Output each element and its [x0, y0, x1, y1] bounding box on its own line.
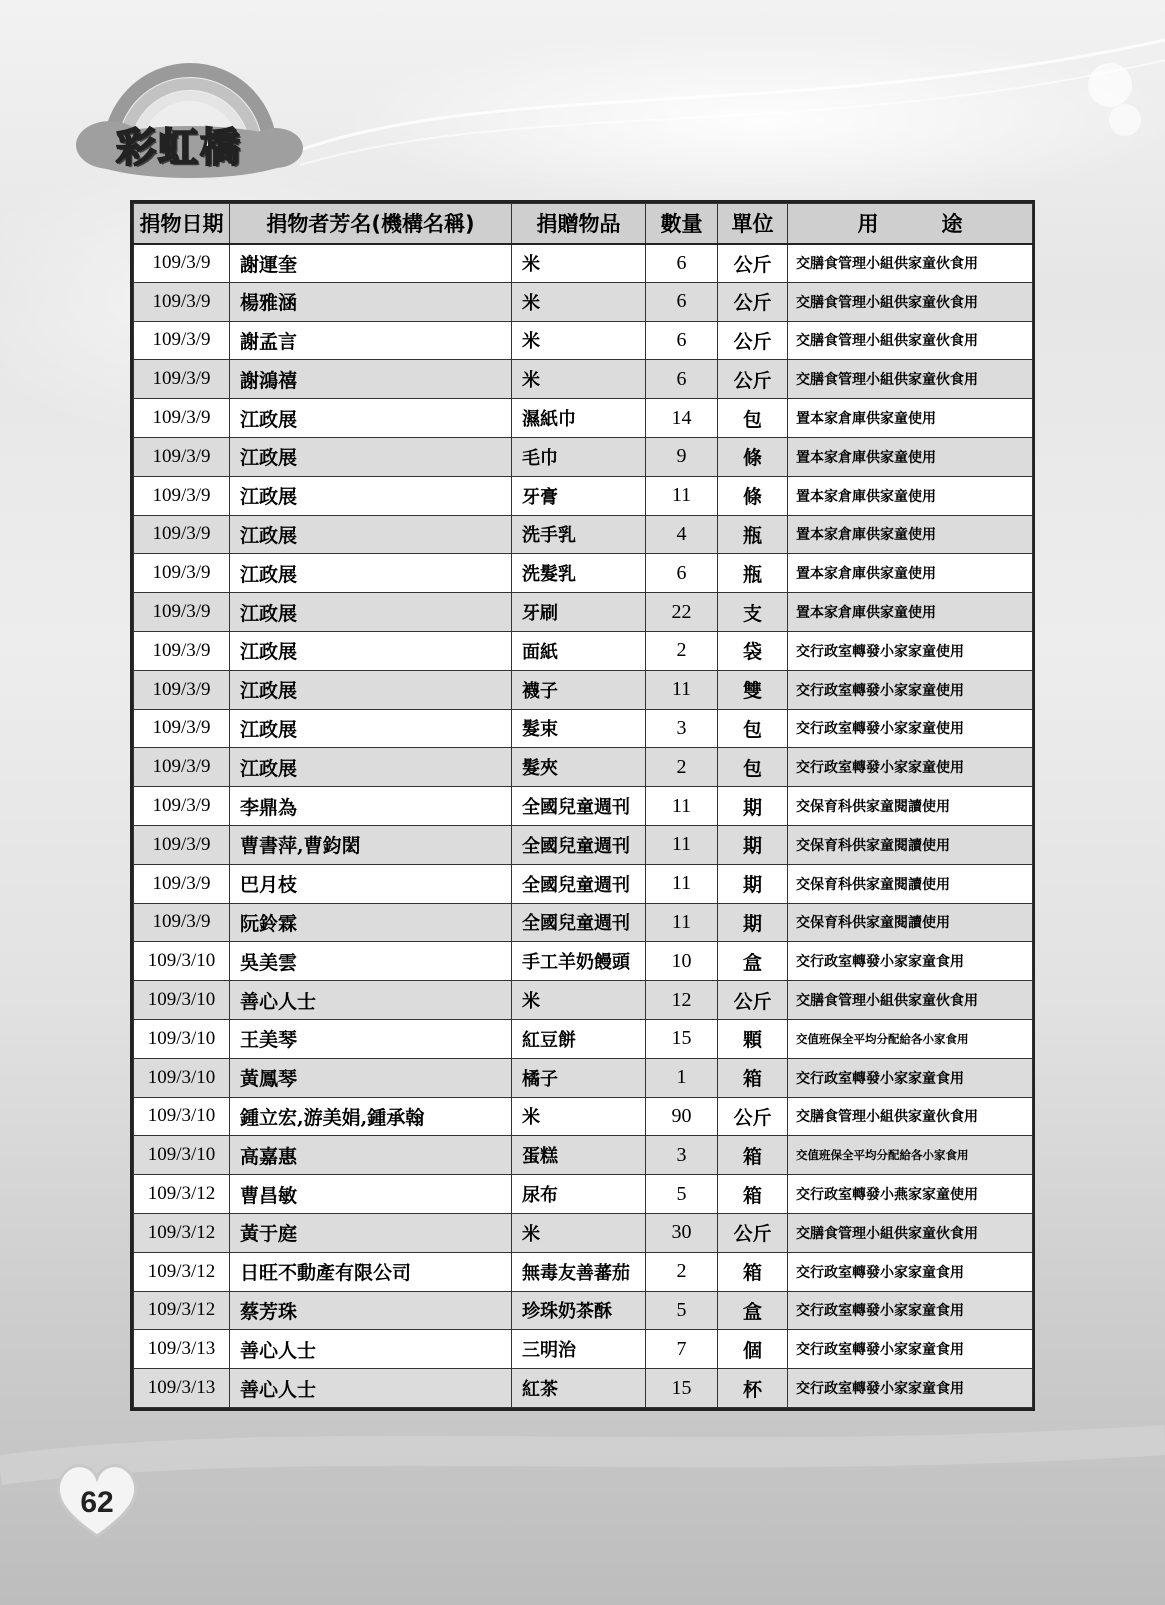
cell-quantity: 12 [646, 981, 718, 1020]
header-usage: 用 途 [788, 204, 1033, 244]
header-donor-name: 捐物者芳名(機構名稱) [230, 204, 512, 244]
cell-unit: 公斤 [718, 981, 788, 1020]
table-row [134, 1330, 1033, 1369]
cell-date: 109/3/9 [134, 670, 230, 709]
table-row [134, 321, 1033, 360]
header-date: 捐物日期 [134, 204, 230, 244]
cell-donor-name: 謝鴻禧 [230, 360, 512, 399]
cell-date: 109/3/13 [134, 1369, 230, 1408]
cell-date: 109/3/10 [134, 1136, 230, 1175]
cell-quantity: 7 [646, 1330, 718, 1369]
cell-donor-name: 善心人士 [230, 981, 512, 1020]
table-row [134, 399, 1033, 438]
cell-unit: 顆 [718, 1019, 788, 1058]
cell-item: 米 [512, 981, 646, 1020]
cell-item: 米 [512, 360, 646, 399]
cell-quantity: 90 [646, 1097, 718, 1136]
cell-date: 109/3/9 [134, 244, 230, 283]
cell-quantity: 22 [646, 593, 718, 632]
cell-usage: 交膳食管理小組供家童伙食用 [788, 282, 1033, 321]
cell-donor-name: 李鼎為 [230, 787, 512, 826]
table-header-row [134, 204, 1033, 244]
cell-donor-name: 鍾立宏,游美娟,鍾承翰 [230, 1097, 512, 1136]
cell-quantity: 4 [646, 515, 718, 554]
cell-usage: 交行政室轉發小家家童食用 [788, 1058, 1033, 1097]
cell-item: 全國兒童週刊 [512, 864, 646, 903]
table-row [134, 981, 1033, 1020]
cell-usage: 交膳食管理小組供家童伙食用 [788, 360, 1033, 399]
cell-usage: 交膳食管理小組供家童伙食用 [788, 244, 1033, 283]
table-row [134, 593, 1033, 632]
cell-usage: 交保育科供家童閱讀使用 [788, 825, 1033, 864]
cell-usage: 交膳食管理小組供家童伙食用 [788, 981, 1033, 1020]
cell-donor-name: 江政展 [230, 476, 512, 515]
cell-donor-name: 江政展 [230, 709, 512, 748]
cell-quantity: 3 [646, 709, 718, 748]
cell-usage: 交膳食管理小組供家童伙食用 [788, 1097, 1033, 1136]
header-unit: 單位 [718, 204, 788, 244]
table-row [134, 1291, 1033, 1330]
cell-date: 109/3/9 [134, 437, 230, 476]
cell-donor-name: 謝運奎 [230, 244, 512, 283]
cell-date: 109/3/9 [134, 554, 230, 593]
cell-quantity: 2 [646, 631, 718, 670]
cell-donor-name: 江政展 [230, 515, 512, 554]
cell-unit: 箱 [718, 1252, 788, 1291]
table-row [134, 942, 1033, 981]
cell-unit: 公斤 [718, 360, 788, 399]
cell-unit: 公斤 [718, 244, 788, 283]
table-row [134, 787, 1033, 826]
cell-unit: 期 [718, 825, 788, 864]
cell-date: 109/3/10 [134, 1019, 230, 1058]
cell-quantity: 11 [646, 864, 718, 903]
cell-unit: 瓶 [718, 554, 788, 593]
cell-quantity: 6 [646, 282, 718, 321]
table-row [134, 1019, 1033, 1058]
cell-item: 牙膏 [512, 476, 646, 515]
cell-date: 109/3/9 [134, 515, 230, 554]
cell-donor-name: 高嘉惠 [230, 1136, 512, 1175]
cell-date: 109/3/9 [134, 321, 230, 360]
cell-unit: 公斤 [718, 282, 788, 321]
cell-usage: 交保育科供家童閱讀使用 [788, 903, 1033, 942]
cell-unit: 瓶 [718, 515, 788, 554]
cell-donor-name: 王美琴 [230, 1019, 512, 1058]
cell-item: 手工羊奶饅頭 [512, 942, 646, 981]
cell-date: 109/3/9 [134, 593, 230, 632]
cell-usage: 交行政室轉發小家家童使用 [788, 748, 1033, 787]
cell-quantity: 5 [646, 1175, 718, 1214]
cell-item: 洗手乳 [512, 515, 646, 554]
cell-item: 橘子 [512, 1058, 646, 1097]
table-row [134, 903, 1033, 942]
cell-item: 牙刷 [512, 593, 646, 632]
cell-donor-name: 楊雅涵 [230, 282, 512, 321]
cell-item: 蛋糕 [512, 1136, 646, 1175]
cell-usage: 交行政室轉發小燕家家童使用 [788, 1175, 1033, 1214]
cell-quantity: 11 [646, 787, 718, 826]
page-number: 62 [80, 1486, 114, 1519]
cell-unit: 條 [718, 476, 788, 515]
cell-donor-name: 黃鳳琴 [230, 1058, 512, 1097]
cell-date: 109/3/10 [134, 981, 230, 1020]
cell-usage: 置本家倉庫供家童使用 [788, 515, 1033, 554]
cell-quantity: 6 [646, 321, 718, 360]
table-row [134, 1369, 1033, 1408]
cell-quantity: 9 [646, 437, 718, 476]
cell-unit: 箱 [718, 1175, 788, 1214]
cell-donor-name: 日旺不動產有限公司 [230, 1252, 512, 1291]
cell-unit: 雙 [718, 670, 788, 709]
table-body [134, 244, 1033, 1408]
cell-quantity: 6 [646, 554, 718, 593]
cell-date: 109/3/10 [134, 1058, 230, 1097]
cell-date: 109/3/9 [134, 748, 230, 787]
cell-date: 109/3/9 [134, 360, 230, 399]
cell-item: 無毒友善蕃茄 [512, 1252, 646, 1291]
cell-unit: 盒 [718, 942, 788, 981]
cell-date: 109/3/10 [134, 1097, 230, 1136]
cell-item: 米 [512, 1213, 646, 1252]
cell-unit: 包 [718, 709, 788, 748]
cell-usage: 置本家倉庫供家童使用 [788, 437, 1033, 476]
cell-donor-name: 曹書萍,曹鈞閎 [230, 825, 512, 864]
table-row [134, 1213, 1033, 1252]
cell-donor-name: 曹昌敏 [230, 1175, 512, 1214]
cell-item: 米 [512, 321, 646, 360]
cell-donor-name: 江政展 [230, 437, 512, 476]
cell-item: 襪子 [512, 670, 646, 709]
cell-usage: 置本家倉庫供家童使用 [788, 476, 1033, 515]
cell-unit: 支 [718, 593, 788, 632]
table-row [134, 1175, 1033, 1214]
table-row [134, 670, 1033, 709]
cell-quantity: 2 [646, 748, 718, 787]
cell-quantity: 15 [646, 1369, 718, 1408]
cell-donor-name: 江政展 [230, 554, 512, 593]
cell-unit: 期 [718, 903, 788, 942]
cell-unit: 杯 [718, 1369, 788, 1408]
cell-date: 109/3/9 [134, 709, 230, 748]
cell-date: 109/3/9 [134, 282, 230, 321]
table-row [134, 631, 1033, 670]
table-row [134, 437, 1033, 476]
cell-date: 109/3/9 [134, 631, 230, 670]
cell-unit: 公斤 [718, 321, 788, 360]
cell-usage: 交行政室轉發小家家童食用 [788, 1330, 1033, 1369]
cell-quantity: 15 [646, 1019, 718, 1058]
cell-usage: 置本家倉庫供家童使用 [788, 399, 1033, 438]
cell-date: 109/3/12 [134, 1213, 230, 1252]
table-row [134, 1097, 1033, 1136]
cell-unit: 袋 [718, 631, 788, 670]
cell-donor-name: 巴月枝 [230, 864, 512, 903]
cell-item: 髮夾 [512, 748, 646, 787]
cell-usage: 置本家倉庫供家童使用 [788, 554, 1033, 593]
cell-quantity: 11 [646, 670, 718, 709]
page-number-badge [52, 1460, 142, 1540]
cell-quantity: 10 [646, 942, 718, 981]
cell-item: 紅豆餅 [512, 1019, 646, 1058]
cell-usage: 交值班保全平均分配給各小家食用 [788, 1019, 1033, 1058]
cell-usage: 交行政室轉發小家家童食用 [788, 1252, 1033, 1291]
cell-date: 109/3/9 [134, 825, 230, 864]
table-row [134, 709, 1033, 748]
table-row [134, 360, 1033, 399]
cell-item: 珍珠奶茶酥 [512, 1291, 646, 1330]
cell-date: 109/3/12 [134, 1252, 230, 1291]
table-row [134, 1058, 1033, 1097]
table-row [134, 864, 1033, 903]
cell-usage: 交保育科供家童閱讀使用 [788, 864, 1033, 903]
cell-date: 109/3/9 [134, 864, 230, 903]
header-item: 捐贈物品 [512, 204, 646, 244]
cell-unit: 包 [718, 399, 788, 438]
cell-item: 全國兒童週刊 [512, 787, 646, 826]
cell-usage: 交行政室轉發小家家童使用 [788, 709, 1033, 748]
cell-unit: 箱 [718, 1058, 788, 1097]
cell-donor-name: 江政展 [230, 748, 512, 787]
cell-date: 109/3/9 [134, 787, 230, 826]
cell-unit: 公斤 [718, 1097, 788, 1136]
cell-item: 米 [512, 1097, 646, 1136]
header-quantity: 數量 [646, 204, 718, 244]
cell-item: 米 [512, 244, 646, 283]
cell-item: 全國兒童週刊 [512, 903, 646, 942]
cell-quantity: 1 [646, 1058, 718, 1097]
cell-date: 109/3/12 [134, 1291, 230, 1330]
cell-unit: 箱 [718, 1136, 788, 1175]
cell-usage: 交行政室轉發小家家童食用 [788, 942, 1033, 981]
cell-usage: 交保育科供家童閱讀使用 [788, 787, 1033, 826]
cell-donor-name: 江政展 [230, 670, 512, 709]
cell-donor-name: 蔡芳珠 [230, 1291, 512, 1330]
table-row [134, 476, 1033, 515]
cell-donor-name: 善心人士 [230, 1369, 512, 1408]
logo-title: 彩虹橋 [116, 125, 242, 171]
cell-date: 109/3/10 [134, 942, 230, 981]
cell-item: 尿布 [512, 1175, 646, 1214]
cell-donor-name: 江政展 [230, 593, 512, 632]
cell-date: 109/3/9 [134, 476, 230, 515]
cell-quantity: 2 [646, 1252, 718, 1291]
cell-quantity: 30 [646, 1213, 718, 1252]
cell-usage: 置本家倉庫供家童使用 [788, 593, 1033, 632]
cell-unit: 期 [718, 864, 788, 903]
cell-quantity: 11 [646, 903, 718, 942]
cell-usage: 交膳食管理小組供家童伙食用 [788, 1213, 1033, 1252]
cell-quantity: 3 [646, 1136, 718, 1175]
donation-records-table [133, 203, 1033, 1408]
cell-usage: 交膳食管理小組供家童伙食用 [788, 321, 1033, 360]
table-row [134, 554, 1033, 593]
cell-donor-name: 謝孟言 [230, 321, 512, 360]
table-row [134, 825, 1033, 864]
cell-usage: 交行政室轉發小家家童使用 [788, 670, 1033, 709]
cell-donor-name: 阮鈴霖 [230, 903, 512, 942]
table-row [134, 1136, 1033, 1175]
cell-date: 109/3/9 [134, 399, 230, 438]
cell-unit: 盒 [718, 1291, 788, 1330]
cell-quantity: 6 [646, 360, 718, 399]
cell-usage: 交行政室轉發小家家童食用 [788, 1291, 1033, 1330]
cell-date: 109/3/12 [134, 1175, 230, 1214]
table-row [134, 748, 1033, 787]
cell-usage: 交值班保全平均分配給各小家食用 [788, 1136, 1033, 1175]
donation-table [130, 200, 1035, 1411]
cell-unit: 期 [718, 787, 788, 826]
cell-unit: 條 [718, 437, 788, 476]
cell-donor-name: 善心人士 [230, 1330, 512, 1369]
cell-donor-name: 黃于庭 [230, 1213, 512, 1252]
table-row [134, 244, 1033, 283]
cell-quantity: 11 [646, 825, 718, 864]
table-row [134, 282, 1033, 321]
cell-usage: 交行政室轉發小家家童使用 [788, 631, 1033, 670]
cell-item: 髮束 [512, 709, 646, 748]
cell-item: 面紙 [512, 631, 646, 670]
cell-item: 毛巾 [512, 437, 646, 476]
table-row [134, 515, 1033, 554]
cell-item: 洗髮乳 [512, 554, 646, 593]
cell-item: 米 [512, 282, 646, 321]
cell-unit: 公斤 [718, 1213, 788, 1252]
cell-quantity: 6 [646, 244, 718, 283]
cell-item: 濕紙巾 [512, 399, 646, 438]
cell-donor-name: 江政展 [230, 631, 512, 670]
cell-quantity: 11 [646, 476, 718, 515]
cell-quantity: 14 [646, 399, 718, 438]
cell-unit: 個 [718, 1330, 788, 1369]
cell-date: 109/3/13 [134, 1330, 230, 1369]
cell-donor-name: 江政展 [230, 399, 512, 438]
table-row [134, 1252, 1033, 1291]
cell-usage: 交行政室轉發小家家童食用 [788, 1369, 1033, 1408]
cell-item: 全國兒童週刊 [512, 825, 646, 864]
cell-item: 三明治 [512, 1330, 646, 1369]
cell-quantity: 5 [646, 1291, 718, 1330]
cell-item: 紅茶 [512, 1369, 646, 1408]
cell-date: 109/3/9 [134, 903, 230, 942]
cell-unit: 包 [718, 748, 788, 787]
cell-donor-name: 吳美雲 [230, 942, 512, 981]
